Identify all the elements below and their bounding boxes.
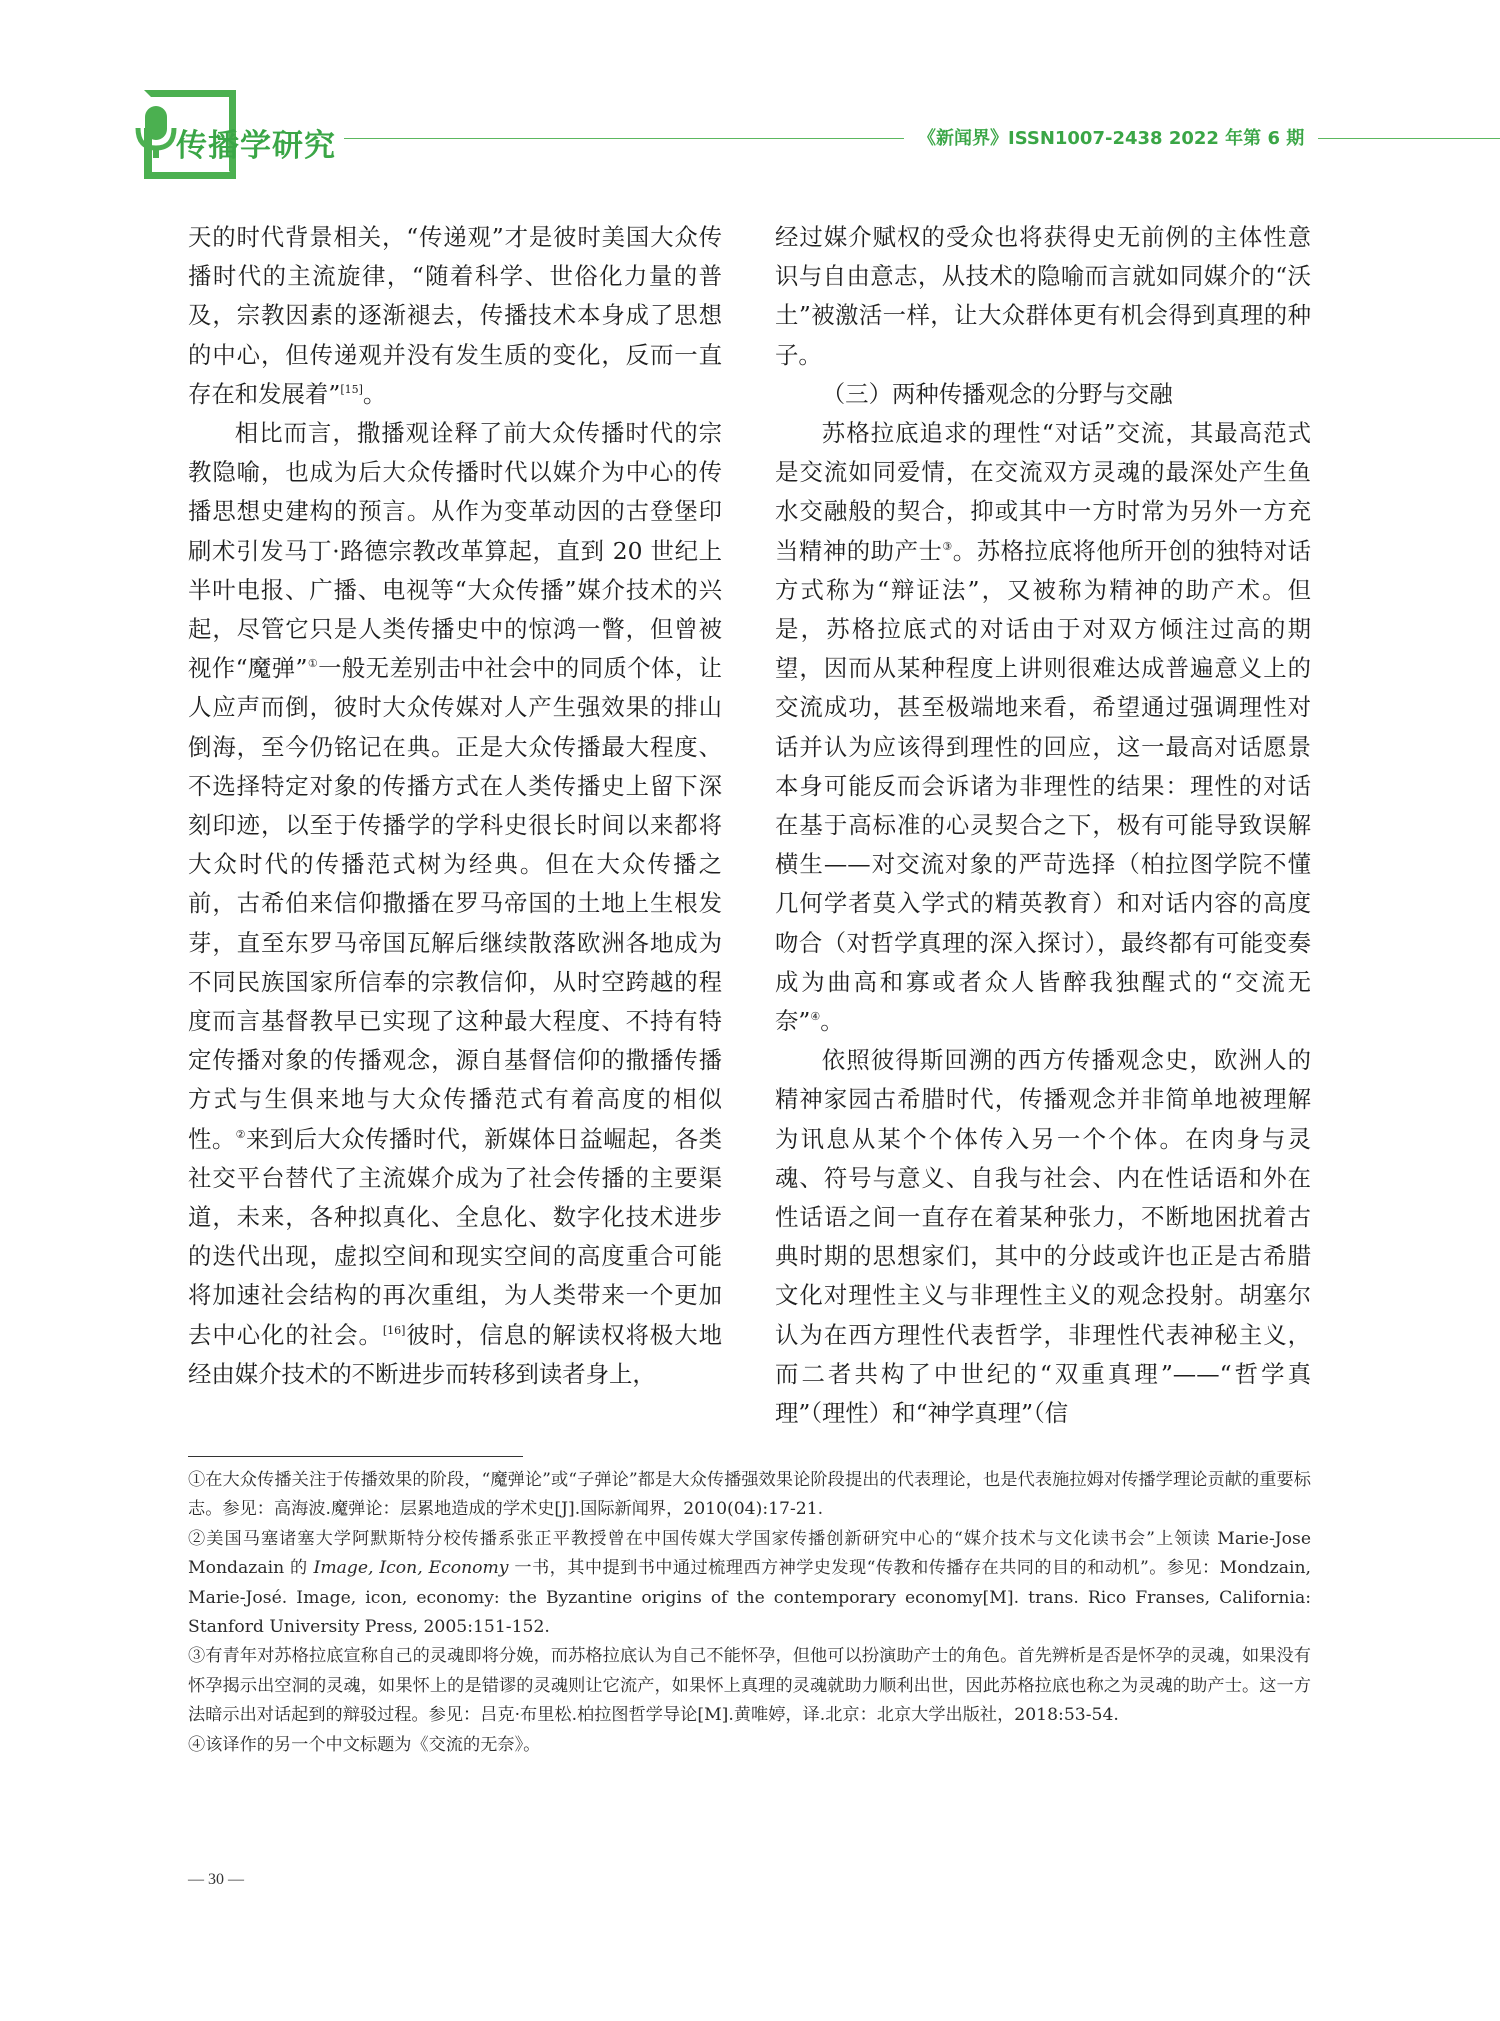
header-rule-left <box>344 138 904 139</box>
left-column <box>188 218 722 1394</box>
footnote-ref: ④ <box>810 1010 821 1024</box>
footnote-ref: ③ <box>942 539 953 553</box>
footnote-1: ①在大众传播关注于传播效果的阶段，“魔弹论”或“子弹论”都是大众传播强效果论阶段提出的代表理论，也是代表施拉姆对传播学理论贡献的重要标志。参见：高海波.魔弹论：层累地造成的学术史[J].国际新闻界，2010(04):17-21. <box>188 1470 1311 1520</box>
header-frame-bottom <box>144 172 236 179</box>
footnote-ref: ① <box>307 657 319 671</box>
footnote-4: ④该译作的另一个中文标题为《交流的无奈》。 <box>188 1734 541 1755</box>
citation: [15] <box>340 382 363 396</box>
page-number: — 30 — <box>188 1871 244 1888</box>
footnotes <box>188 1466 1311 1760</box>
paragraph: 天的时代背景相关，“传递观”才是彼时美国大众传播时代的主流旋律，“随着科学、世俗化力量的普及，宗教因素的逐渐褪去，传播技术本身成了思想的中心，但传递观并没有发生质的变化，反而一直存在和发展着”[15]。 <box>188 223 722 408</box>
subsection-heading: （三）两种传播观念的分野与交融 <box>821 379 1173 408</box>
header-rule-right <box>1318 138 1500 139</box>
section-title: 传播学研究 <box>176 128 336 164</box>
paragraph: 相比而言，撒播观诠释了前大众传播时代的宗教隐喻，也成为后大众传播时代以媒介为中心的传播思想史建构的预言。从作为变革动因的古登堡印刷术引发马丁·路德宗教改革算起，直到 20 世纪上半叶电报、广播、电视等“大众传播”媒介技术的兴起，尽管它只是人类传播史中的惊鸿一瞥，但曾被视作“魔弹”①一般无差别击中社会中的同质个体，让人应声而倒，彼时大众传媒对人产生强效果的排山倒海，至今仍铭记在典。正是大众传播最大程度、不选择特定对象的传播方式在人类传播史上留下深刻印迹，以至于传播学的学科史很长时间以来都将大众时代的传播范式树为经典。但在大众传播之前，古希伯来信仰撒播在罗马帝国的土地上生根发芽，直至东罗马帝国瓦解后继续散落欧洲各地成为不同民族国家所信奉的宗教信仰，从时空跨越的程度而言基督教早已实现了这种最大程度、不持有特定传播对象的传播观念，源自基督信仰的撒播传播方式与生俱来地与大众传播范式有着高度的相似性。②来到后大众传播时代，新媒体日益崛起，各类社交平台替代了主流媒介成为了社会传播的主要渠道，未来，各种拟真化、全息化、数字化技术进步的迭代出现，虚拟空间和现实空间的高度重合可能将加速社会结构的再次重组，为人类带来一个更加去中心化的社会。[16]彼时，信息的解读权将极大地经由媒介技术的不断进步而转移到读者身上， <box>188 419 723 1388</box>
right-column <box>775 218 1311 1433</box>
journal-info: 《新闻界》ISSN1007-2438 2022 年第 6 期 <box>918 128 1305 149</box>
footnote-rule <box>188 1456 523 1457</box>
footnote-3: ③有青年对苏格拉底宣称自己的灵魂即将分娩，而苏格拉底认为自己不能怀孕，但他可以扮演助产士的角色。首先辨析是否是怀孕的灵魂，如果没有怀孕揭示出空洞的灵魂，如果怀上的是错谬的灵魂则让它流产，如果怀上真理的灵魂就助力顺利出世，因此苏格拉底也称之为灵魂的助产士。这一方法暗示出对话起到的辩驳过程。参见：吕克·布里松.柏拉图哲学导论[M].黄唯婷，译.北京：北京大学出版社，2018:53-54. <box>188 1646 1311 1726</box>
paragraph: 苏格拉底追求的理性“对话”交流，其最高范式是交流如同爱情，在交流双方灵魂的最深处产生鱼水交融般的契合，抑或其中一方时常为另外一方充当精神的助产士③。苏格拉底将他所开创的独特对话方式称为“辩证法”，又被称为精神的助产术。但是，苏格拉底式的对话由于对双方倾注过高的期望，因而从某种程度上讲则很难达成普遍意义上的交流成功，甚至极端地来看，希望通过强调理性对话并认为应该得到理性的回应，这一最高对话愿景本身可能反而会诉诸为非理性的结果：理性的对话在基于高标准的心灵契合之下，极有可能导致误解横生——对交流对象的严苛选择（柏拉图学院不懂几何学者莫入学式的精英教育）和对话内容的高度吻合（对哲学真理的深入探讨），最终都有可能变奏成为曲高和寡或者众人皆醉我独醒式的“交流无奈”④。 <box>775 419 1311 1036</box>
citation: [16] <box>382 1323 406 1337</box>
paragraph: 经过媒介赋权的受众也将获得史无前例的主体性意识与自由意志，从技术的隐喻而言就如同媒介的“沃土”被激活一样，让大众群体更有机会得到真理的种子。 <box>775 223 1311 369</box>
paragraph: 依照彼得斯回溯的西方传播观念史，欧洲人的精神家园古希腊时代，传播观念并非简单地被理解为讯息从某个个体传入另一个个体。在肉身与灵魂、符号与意义、自我与社会、内在性话语和外在性话语之间一直存在着某种张力，不断地困扰着古典时期的思想家们，其中的分歧或许也正是古希腊文化对理性主义与非理性主义的观念投射。胡塞尔认为在西方理性代表哲学，非理性代表神秘主义，而二者共构了中世纪的“双重真理”——“哲学真理”（理性）和“神学真理”（信 <box>775 1046 1311 1428</box>
footnote-ref: ② <box>235 1127 246 1141</box>
microphone-icon <box>133 98 179 158</box>
footnote-2: ②美国马塞诸塞大学阿默斯特分校传播系张正平教授曾在中国传媒大学国家传播创新研究中心的“媒介技术与文化读书会”上领读 Marie-Jose Mondazain 的 Image, Icon, Economy 一书，其中提到书中通过梳理西方神学史发现“传教和传播存在共同的目的和动机”。参见：Mondzain, Marie-José. Image, icon, economy: the Byzantine origins of the contemporary economy[M]. trans. Rico Franses, California: Stanford University Press, 2005:151-152. <box>188 1528 1312 1638</box>
